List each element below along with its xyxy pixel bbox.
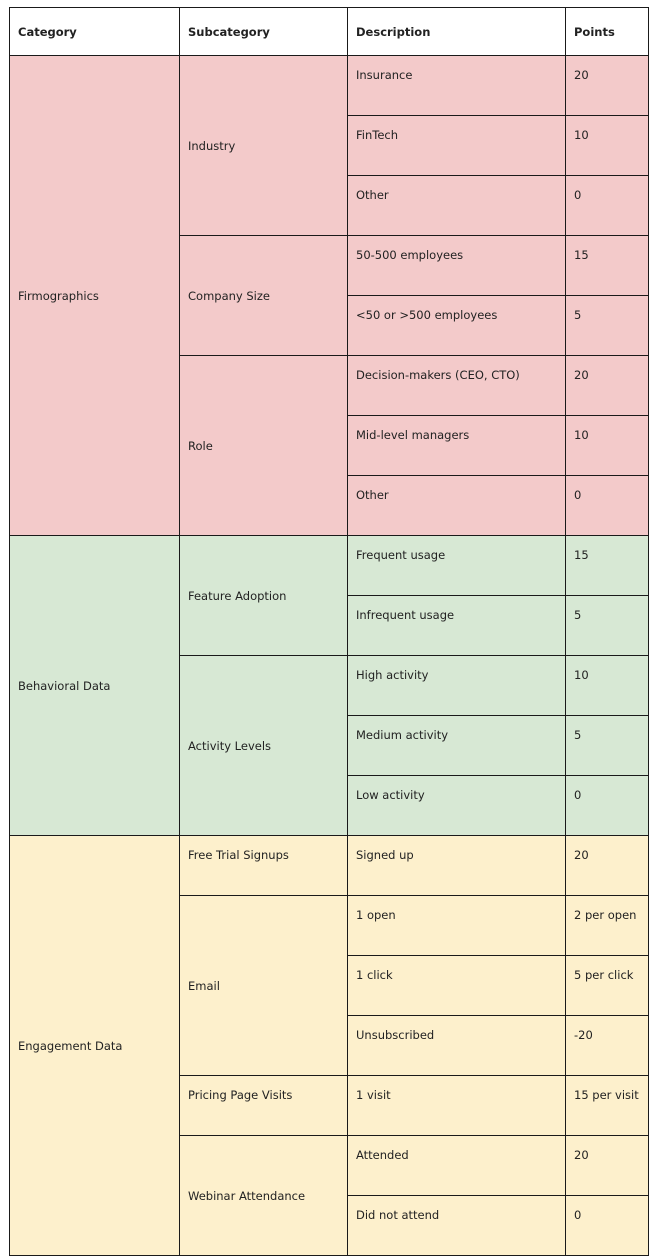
points-cell: 5 bbox=[566, 296, 649, 356]
description-cell: Insurance bbox=[348, 56, 566, 116]
description-cell: Other bbox=[348, 176, 566, 236]
table-row bbox=[10, 56, 649, 116]
subcategory-cell: Activity Levels bbox=[180, 656, 348, 836]
description-cell: Decision-makers (CEO, CTO) bbox=[348, 356, 566, 416]
header-description: Description bbox=[348, 8, 566, 56]
description-cell: Frequent usage bbox=[348, 536, 566, 596]
category-cell: Behavioral Data bbox=[10, 536, 180, 836]
description-cell: Infrequent usage bbox=[348, 596, 566, 656]
points-cell: -20 bbox=[566, 1016, 649, 1076]
description-cell: 50-500 employees bbox=[348, 236, 566, 296]
points-cell: 0 bbox=[566, 176, 649, 236]
description-cell: Low activity bbox=[348, 776, 566, 836]
description-cell: FinTech bbox=[348, 116, 566, 176]
category-cell: Firmographics bbox=[10, 56, 180, 536]
points-cell: 15 bbox=[566, 536, 649, 596]
subcategory-cell: Pricing Page Visits bbox=[180, 1076, 348, 1136]
description-cell: Did not attend bbox=[348, 1196, 566, 1256]
points-cell: 0 bbox=[566, 1196, 649, 1256]
points-cell: 5 per click bbox=[566, 956, 649, 1016]
points-cell: 5 bbox=[566, 596, 649, 656]
description-cell: 1 click bbox=[348, 956, 566, 1016]
description-cell: High activity bbox=[348, 656, 566, 716]
points-cell: 20 bbox=[566, 56, 649, 116]
points-cell: 15 per visit bbox=[566, 1076, 649, 1136]
description-cell: Attended bbox=[348, 1136, 566, 1196]
description-cell: Mid-level managers bbox=[348, 416, 566, 476]
header-subcategory: Subcategory bbox=[180, 8, 348, 56]
category-cell: Engagement Data bbox=[10, 836, 180, 1256]
points-cell: 2 per open bbox=[566, 896, 649, 956]
subcategory-cell: Role bbox=[180, 356, 348, 536]
description-cell: 1 visit bbox=[348, 1076, 566, 1136]
table-row bbox=[10, 536, 649, 596]
description-cell: <50 or >500 employees bbox=[348, 296, 566, 356]
description-cell: Unsubscribed bbox=[348, 1016, 566, 1076]
table-row bbox=[10, 836, 649, 896]
header-points: Points bbox=[566, 8, 649, 56]
points-cell: 20 bbox=[566, 836, 649, 896]
points-cell: 20 bbox=[566, 1136, 649, 1196]
header-row bbox=[10, 8, 649, 56]
description-cell: 1 open bbox=[348, 896, 566, 956]
lead-scoring-table bbox=[9, 7, 649, 1256]
points-cell: 0 bbox=[566, 476, 649, 536]
description-cell: Medium activity bbox=[348, 716, 566, 776]
points-cell: 15 bbox=[566, 236, 649, 296]
description-cell: Other bbox=[348, 476, 566, 536]
points-cell: 10 bbox=[566, 416, 649, 476]
points-cell: 0 bbox=[566, 776, 649, 836]
header-category: Category bbox=[10, 8, 180, 56]
points-cell: 10 bbox=[566, 656, 649, 716]
description-cell: Signed up bbox=[348, 836, 566, 896]
subcategory-cell: Webinar Attendance bbox=[180, 1136, 348, 1256]
points-cell: 20 bbox=[566, 356, 649, 416]
subcategory-cell: Company Size bbox=[180, 236, 348, 356]
points-cell: 10 bbox=[566, 116, 649, 176]
subcategory-cell: Feature Adoption bbox=[180, 536, 348, 656]
points-cell: 5 bbox=[566, 716, 649, 776]
subcategory-cell: Email bbox=[180, 896, 348, 1076]
subcategory-cell: Free Trial Signups bbox=[180, 836, 348, 896]
subcategory-cell: Industry bbox=[180, 56, 348, 236]
